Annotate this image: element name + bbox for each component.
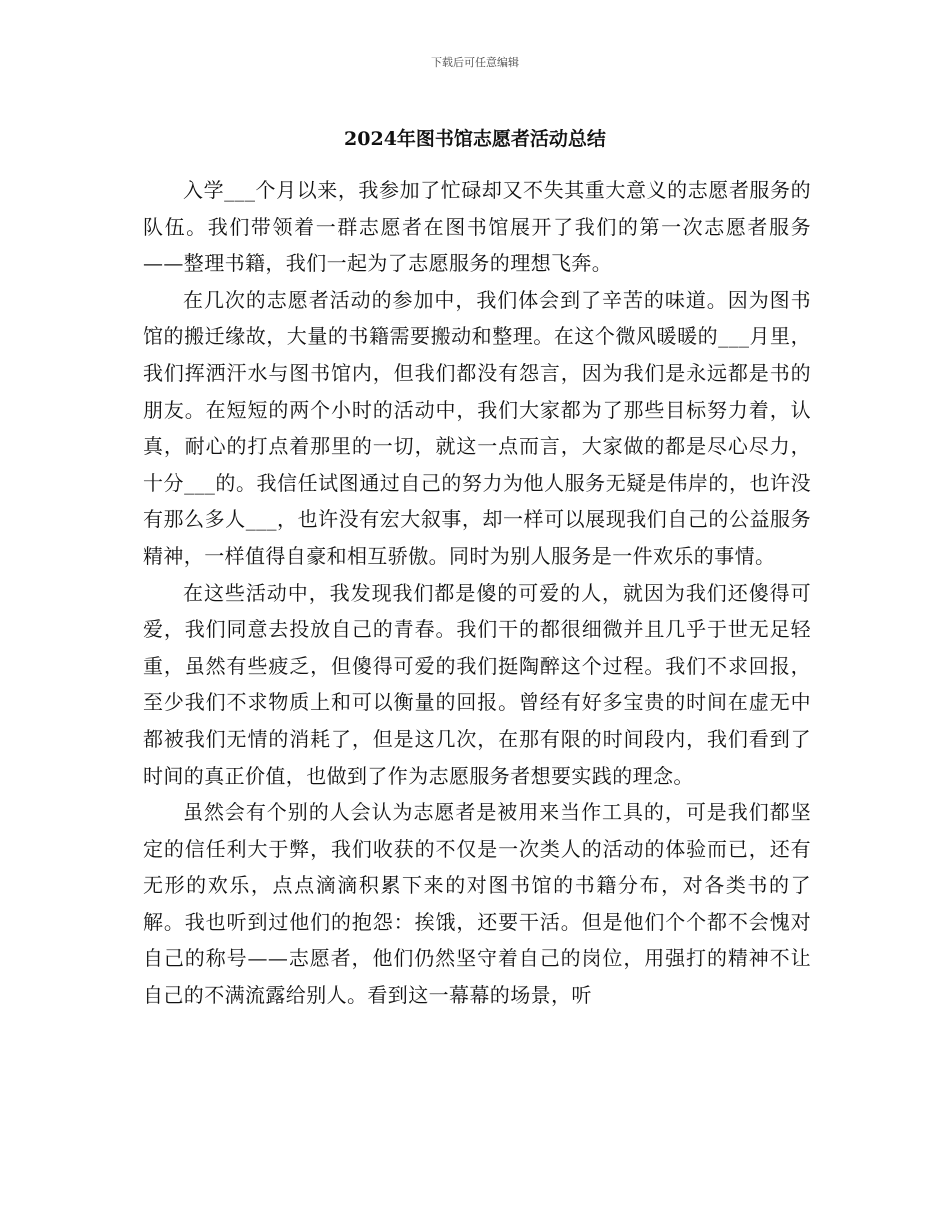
- document-title: 2024年图书馆志愿者活动总结: [344, 128, 606, 150]
- paragraph-4: 虽然会有个别的人会认为志愿者是被用来当作工具的，可是我们都坚定的信任利大于弊，我们收获的不仅是一次类人的活动的体验而已，还有无形的欢乐，点点滴滴积累下来的对图书馆的书籍分布，对各类书的了解。我也听到过他们的抱怨：挨饿，还要干活。但是他们个个都不会愧对自己的称号——志愿者，他们仍然坚守着自己的岗位，用强打的精神不让自己的不满流露给别人。看到这一幕幕的场景，听: [143, 800, 811, 1008]
- page-header-note: 下载后可任意编辑: [431, 56, 519, 69]
- paragraph-2: 在几次的志愿者活动的参加中，我们体会到了辛苦的味道。因为图书馆的搬迁缘故，大量的书籍需要搬动和整理。在这个微风暖暖的___月里，我们挥洒汗水与图书馆内，但我们都没有怨言，因为我们是永远都是书的朋友。在短短的两个小时的活动中，我们大家都为了那些目标努力着，认真，耐心的打点着那里的一切，就这一点而言，大家做的都是尽心尽力，十分___的。我信任试图通过自己的努力为他人服务无疑是伟岸的，也许没有那么多人___，也许没有宏大叙事，却一样可以展现我们自己的公益服务精神，一样值得自豪和相互骄傲。同时为别人服务是一件欢乐的事情。: [143, 287, 811, 568]
- paragraph-3: 在这些活动中，我发现我们都是傻的可爱的人，就因为我们还傻得可爱，我们同意去投放自己的青春。我们干的都很细微并且几乎于世无足轻重，虽然有些疲乏，但傻得可爱的我们挺陶醉这个过程。我们不求回报，至少我们不求物质上和可以衡量的回报。曾经有好多宝贵的时间在虚无中都被我们无情的消耗了，但是这几次，在那有限的时间段内，我们看到了时间的真正价值，也做到了作为志愿服务者想要实践的理念。: [143, 580, 811, 788]
- document-body: [143, 172, 811, 1014]
- paragraph-1: 入学___个月以来，我参加了忙碌却又不失其重大意义的志愿者服务的队伍。我们带领着一群志愿者在图书馆展开了我们的第一次志愿者服务——整理书籍，我们一起为了志愿服务的理想飞奔。: [143, 178, 811, 276]
